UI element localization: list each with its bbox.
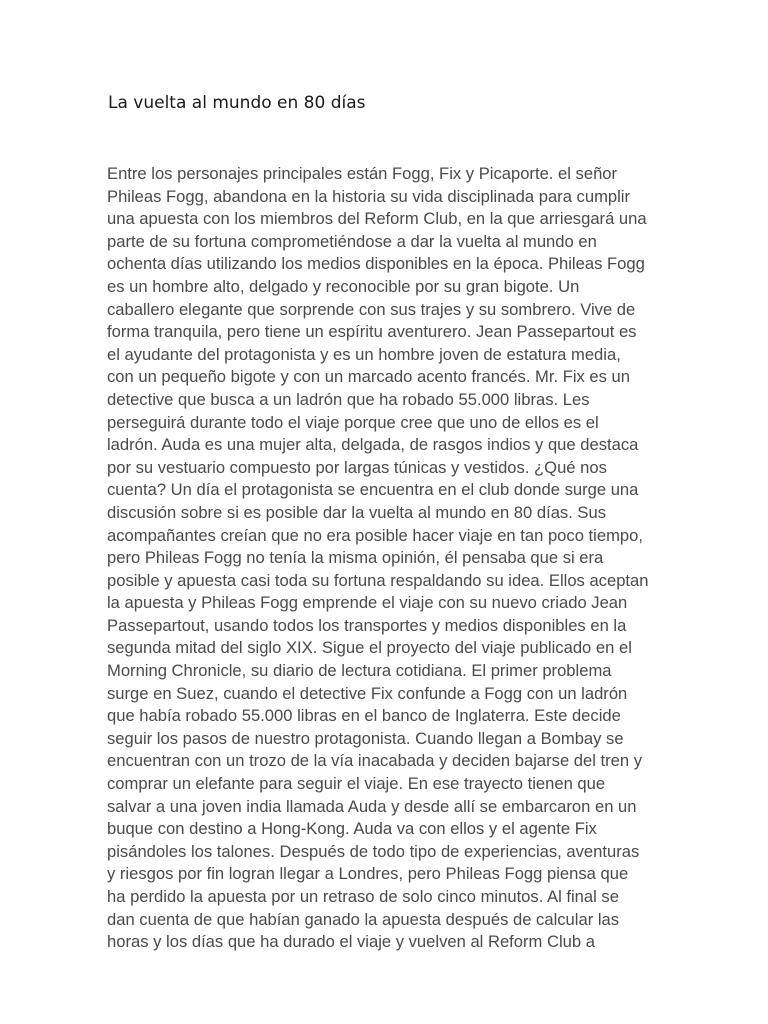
- body-text-line: detective que busca a un ladrón que ha robado 55.000 libras. Les: [107, 389, 590, 409]
- body-text-line: dan cuenta de que habían ganado la apuesta después de calcular las: [107, 909, 620, 929]
- body-text-line: cuenta? Un día el protagonista se encuentra en el club donde surge una: [107, 480, 639, 500]
- body-text-line: acompañantes creían que no era posible hacer viaje en tan poco tiempo,: [107, 525, 643, 545]
- body-text-line: ochenta días utilizando los medios disponibles en la época. Phileas Fogg: [107, 254, 645, 274]
- body-text-line: ha perdido la apuesta por un retraso de solo cinco minutos. Al final se: [107, 887, 619, 906]
- body-text-line: Morning Chronicle, su diario de lectura cotidiana. El primer problema: [107, 661, 612, 681]
- body-text-line: discusión sobre si es posible dar la vuelta al mundo en 80 días. Sus: [107, 502, 607, 522]
- body-text-line: surge en Suez, cuando el detective Fix confunde a Fogg con un ladrón: [107, 683, 628, 703]
- body-text-line: Passepartout, usando todos los transportes y medios disponibles en la: [107, 615, 627, 635]
- body-text-line: pisándoles los talones. Después de todo tipo de experiencias, aventuras: [107, 841, 640, 861]
- body-text-line: con un pequeño bigote y con un marcado acento francés. Mr. Fix es un: [107, 367, 631, 387]
- body-text-line: una apuesta con los miembros del Reform Club, en la que arriesgará una: [107, 209, 647, 229]
- body-text-line: salvar a una joven india llamada Auda y desde allí se embarcaron en un: [107, 796, 637, 816]
- body-text-line: encuentran con un trozo de la vía inacabada y deciden bajarse del tren y: [107, 751, 643, 771]
- body-text-line: forma tranquila, pero tiene un espíritu aventurero. Jean Passepartout es: [107, 322, 637, 342]
- document-body: [107, 163, 667, 954]
- body-text-line: la apuesta y Phileas Fogg emprende el viaje con su nuevo criado Jean: [107, 593, 628, 613]
- body-text-line: posible y apuesta casi toda su fortuna respaldando su idea. Ellos aceptan: [107, 570, 649, 590]
- body-text-line: caballero elegante que sorprende con sus trajes y su sombrero. Vive de: [107, 299, 636, 319]
- body-text-line: Phileas Fogg, abandona en la historia su vida disciplinada para cumplir: [107, 186, 631, 206]
- body-text-line: que había robado 55.000 libras en el banco de Inglaterra. Este decide: [107, 706, 621, 726]
- body-text-line: parte de su fortuna comprometiéndose a dar la vuelta al mundo en: [107, 231, 597, 251]
- body-text-line: seguir los pasos de nuestro protagonista. Cuando llegan a Bombay se: [107, 728, 624, 748]
- document-title: La vuelta al mundo en 80 días: [108, 93, 366, 113]
- body-text-line: el ayudante del protagonista y es un hombre joven de estatura media,: [107, 344, 621, 364]
- body-text-line: ladrón. Auda es una mujer alta, delgada, de rasgos indios y que destaca: [107, 435, 639, 455]
- body-text-line: buque con destino a Hong-Kong. Auda va con ellos y el agente Fix: [107, 819, 597, 839]
- body-text-line: por su vestuario compuesto por largas túnicas y vestidos. ¿Qué nos: [107, 457, 607, 477]
- body-text-line: es un hombre alto, delgado y reconocible por su gran bigote. Un: [107, 276, 580, 296]
- body-text-line: segunda mitad del siglo XIX. Sigue el proyecto del viaje publicado en el: [107, 638, 632, 658]
- body-text-line: pero Phileas Fogg no tenía la misma opinión, él pensaba que si era: [107, 548, 604, 568]
- body-text-line: Entre los personajes principales están Fogg, Fix y Picaporte. el señor: [107, 164, 618, 183]
- body-text-line: perseguirá durante todo el viaje porque cree que uno de ellos es el: [107, 412, 599, 432]
- body-text-line: comprar un elefante para seguir el viaje. En ese trayecto tienen que: [107, 774, 606, 794]
- body-text-line: horas y los días que ha durado el viaje y vuelven al Reform Club a: [107, 932, 595, 952]
- body-text-line: y riesgos por fin logran llegar a Londres, pero Phileas Fogg piensa que: [107, 864, 629, 884]
